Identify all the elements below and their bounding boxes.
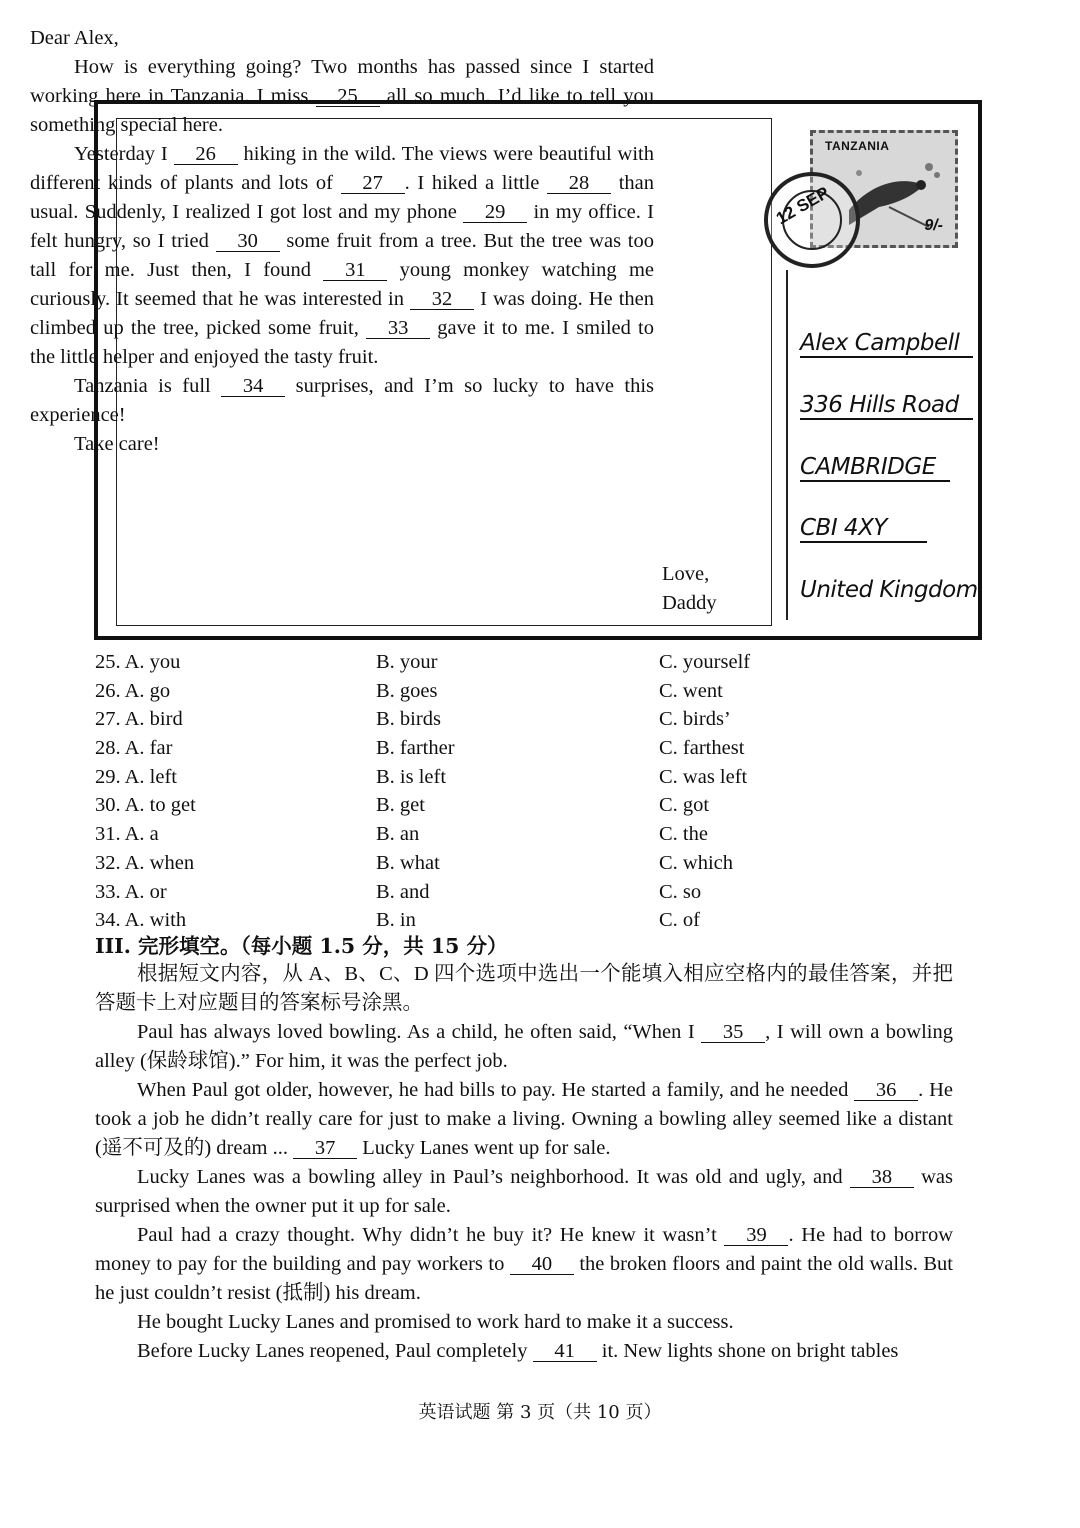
option-c: C. yourself	[659, 651, 751, 673]
blank-35: 35	[701, 1022, 765, 1043]
letter-paragraph-1: How is everything going? Two months has passed since I started working here in Tanzania. I miss 25 all so much. I’d like to tell you something special here.	[30, 56, 654, 136]
cloze-passage	[95, 960, 953, 1366]
option-c: C. birds’	[659, 708, 731, 731]
option-a: 29. A. left	[95, 765, 177, 788]
passage-paragraph-5: He bought Lucky Lanes and promised to work hard to make it a success.	[137, 1311, 734, 1333]
option-b: B. birds	[376, 708, 441, 731]
option-c: C. which	[659, 851, 734, 874]
letter-greeting: Dear Alex,	[30, 27, 119, 49]
option-row	[95, 791, 995, 820]
option-c: C. so	[659, 880, 702, 903]
letter-text	[30, 24, 654, 459]
option-b: B. what	[376, 851, 440, 874]
option-b: B. your	[376, 651, 438, 673]
option-row	[95, 849, 995, 878]
option-b: B. and	[376, 880, 430, 903]
blank-37: 37	[293, 1138, 357, 1159]
letter-closing: Take care!	[74, 433, 160, 455]
option-a: 33. A. or	[95, 880, 167, 903]
blank-28: 28	[547, 173, 611, 194]
passage-paragraph-1: Paul has always loved bowling. As a child, he often said, “When I 35 , I will own a bowling alley (保龄球馆).” For him, it was the perfect job.	[95, 1021, 953, 1072]
option-row	[95, 906, 995, 935]
stamp-country: TANZANIA	[825, 139, 890, 153]
blank-38: 38	[850, 1167, 914, 1188]
option-row	[95, 734, 995, 763]
letter-paragraph-2: Yesterday I 26 hiking in the wild. The views were beautiful with different kinds of plants and lots of 27 . I hiked a little 28 than usual. Suddenly, I realized I got lost and my phone 29 in my office. I felt hungry, so I tried 30 some fruit from a tree. But the tree was too tall for me. Just then, I found 31 young monkey watching me curiously. It seemed that he was interested in 32 I was doing. He then climbed up the tree, picked some fruit, 33 gave it to me. I smiled to the little helper and enjoyed the tasty fruit.	[30, 143, 655, 368]
option-b: B. goes	[376, 679, 438, 702]
option-b: B. an	[376, 823, 420, 846]
postmark	[764, 172, 860, 268]
blank-26: 26	[174, 144, 238, 165]
option-row	[95, 878, 995, 907]
blank-40: 40	[510, 1254, 574, 1275]
address-line-1: Alex Campbell	[800, 330, 973, 358]
section-instruction: 根据短文内容，从 A、B、C、D 四个选项中选出一个能填入相应空格内的最佳答案，并把答题卡上对应题目的答案标号涂黑。	[95, 963, 953, 1014]
address-divider	[786, 270, 788, 620]
option-c: C. went	[659, 679, 723, 702]
option-c: C. got	[659, 794, 710, 817]
option-a: 28. A. far	[95, 737, 173, 760]
stamp-value: 9/-	[924, 217, 943, 234]
option-row	[95, 648, 995, 677]
options-list	[95, 648, 995, 935]
option-c: C. was left	[659, 765, 748, 788]
blank-32: 32	[410, 289, 474, 310]
sign-love: Love,	[662, 563, 710, 585]
blank-30: 30	[216, 231, 280, 252]
blank-31: 31	[323, 260, 387, 281]
blank-36: 36	[854, 1080, 918, 1101]
blank-39: 39	[724, 1225, 788, 1246]
blank-25: 25	[316, 86, 380, 107]
address-line-2: 336 Hills Road	[800, 392, 973, 420]
option-a: 32. A. when	[95, 851, 195, 874]
sign-name: Daddy	[662, 592, 717, 614]
letter-paragraph-3: Tanzania is full 34 surprises, and I’m so lucky to have this experience!	[30, 375, 654, 426]
option-c: C. of	[659, 909, 700, 932]
address-line-5: United Kingdom	[800, 577, 978, 603]
option-a: 31. A. a	[95, 823, 159, 846]
option-b: B. get	[376, 794, 425, 817]
option-a: 30. A. to get	[95, 794, 196, 817]
blank-34: 34	[221, 376, 285, 397]
option-a: 34. A. with	[95, 909, 187, 932]
option-c: C. the	[659, 823, 708, 846]
passage-paragraph-4: Paul had a crazy thought. Why didn’t he buy it? He knew it wasn’t 39 . He had to borrow money to pay for the building and pay workers to 40 the broken floors and paint the old walls. But he just couldn’t resist (抵制) his dream.	[95, 1224, 953, 1304]
option-row	[95, 763, 995, 792]
passage-paragraph-2: When Paul got older, however, he had bills to pay. He started a family, and he needed 36 . He took a job he didn’t really care for just to make a living. Owning a bowling alley seemed like a distant (遥不可及的) dream ... 37 Lucky Lanes went up for sale.	[95, 1079, 953, 1159]
page-footer: 英语试题 第 3 页（共 10 页）	[418, 1402, 662, 1423]
option-row	[95, 677, 995, 706]
blank-41: 41	[533, 1341, 597, 1362]
postmark-date: 12 SEP	[772, 182, 833, 229]
passage-paragraph-6: Before Lucky Lanes reopened, Paul completely 41 it. New lights shone on bright tables	[137, 1340, 899, 1362]
passage-paragraph-3: Lucky Lanes was a bowling alley in Paul’s neighborhood. It was old and ugly, and 38 was surprised when the owner put it up for sale.	[95, 1166, 953, 1217]
option-c: C. farthest	[659, 737, 745, 760]
option-row	[95, 820, 995, 849]
blank-27: 27	[341, 173, 405, 194]
section-title: III. 完形填空。（每小题 1.5 分，共 15 分）	[95, 934, 508, 958]
option-row	[95, 705, 995, 734]
option-b: B. farther	[376, 737, 455, 760]
address-line-4: CBI 4XY	[800, 515, 927, 543]
letter-signature	[662, 560, 772, 618]
option-b: B. in	[376, 909, 416, 932]
option-a: 27. A. bird	[95, 708, 183, 731]
option-a: 26. A. go	[95, 679, 171, 702]
option-a: 25. A. you	[95, 651, 181, 673]
address-line-3: CAMBRIDGE	[800, 454, 950, 482]
blank-29: 29	[463, 202, 527, 223]
blank-33: 33	[366, 318, 430, 339]
option-b: B. is left	[376, 765, 447, 788]
